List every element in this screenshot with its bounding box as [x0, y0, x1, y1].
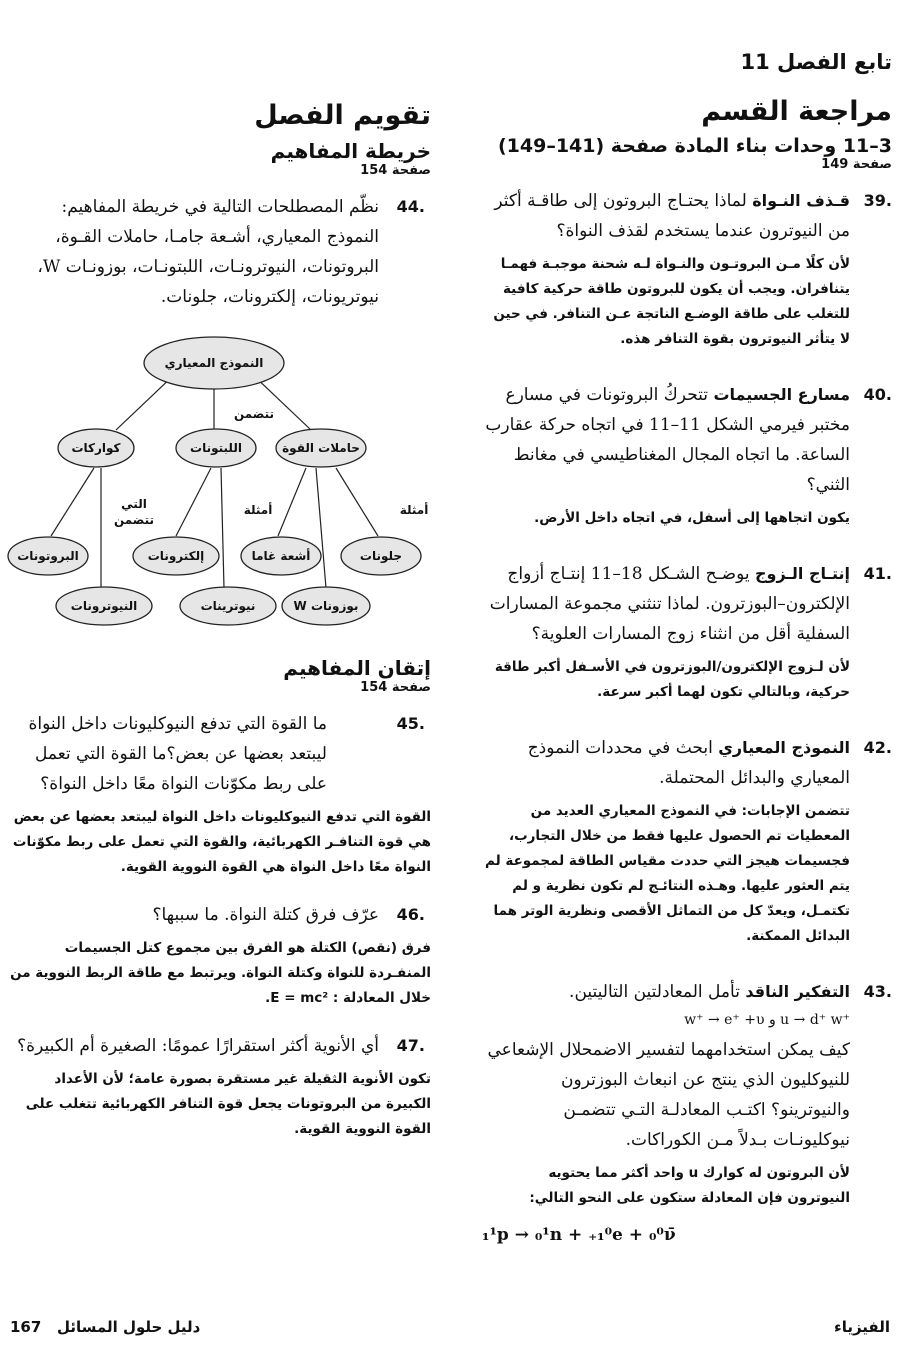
quark-equations: w⁺ → e⁺ +υ و u → d⁺ w⁺ [684, 1012, 850, 1028]
page-reference: صفحة 154 [360, 680, 431, 695]
node-force-carriers: حاملات القوة [282, 441, 360, 455]
answer-text: تتضمن الإجابات: في النموذج المعياري العديد من المعطيات تم الحصول عليها فقط من خلال التجارب، فجسيمات هيجز التي حددت مقياس الطاقة لمجموعة لم يتم العثور عليها. وهـذه النتائـج لم تكون نظرية و لم تكتمـل، ويعدّ كل من التماثل الأقصى ونظرية الوتر هما البدائل الممكنة. [485, 803, 850, 944]
question-body: تتحركُ البروتونات في مسارع مختبر فيرمي الشكل 11–11 في اتجاه حركة عقارب الساعة. ما اتجاه المجال المغناطيسي في مغانط الثني؟ [485, 385, 850, 495]
mastery-title: إتقان المفاهيم [283, 656, 431, 680]
node-neutrinos: نيوترينات [200, 599, 256, 613]
node-quarks: كواركات [71, 441, 121, 455]
chapter-assessment-title: تقويم الفصل [254, 100, 431, 131]
question-body: لماذا يحتـاج البروتون إلى طاقـة أكثر من النيوترون عندما يستخدم لقذف النواة؟ [494, 191, 850, 241]
decay-equation: ₁¹p → ₀¹n + ₊₁⁰e + ₀⁰ν̄ [482, 1225, 676, 1245]
question-keyword: مسارع الجسيمات [713, 385, 850, 404]
question-40 [482, 380, 892, 531]
right-column [482, 50, 892, 1245]
footer-subject: الفيزياء [834, 1318, 890, 1336]
answer-text: لأن كلًا مـن البروتـون والنـواة لـه شحنة موجبـة فهمـا يتنافران. ويجب أن يكون للبروتون طاقة حركية كافية للتغلب على طاقة الوضـع الناتجة عـن التنافر. في حين لا يتأثر النيوترون بقوة التنافر هذه. [493, 256, 850, 347]
page-number: 167 [10, 1318, 42, 1336]
footer-guide-label: دليل حلول المسائل [56, 1318, 201, 1336]
question-text [482, 186, 850, 246]
node-gamma-rays: أشعة غاما [251, 549, 311, 563]
question-number: .45 [396, 714, 425, 733]
question-number: .39 [863, 191, 892, 210]
question-text: نظّم المصطلحات التالية في خريطة المفاهيم: النموذج المعياري، أشـعة جامـا، حاملات القـوة، البروتونات، النيوترونـات، اللبتونـات، بوزونـات W، نيوتريونات، إلكترونات، جلونات. [37, 197, 379, 307]
question-41 [482, 559, 892, 705]
question-body: ابحث في محددات النموذج المعياري والبدائل المحتملة. [527, 738, 850, 788]
page-reference: صفحة 149 [821, 157, 892, 172]
section-review-title: مراجعة القسم [701, 96, 892, 127]
question-keyword: قـذف النـواة [752, 191, 850, 210]
question-keyword: التفكير الناقد [745, 982, 850, 1001]
question-number: .43 [863, 982, 892, 1001]
left-column [6, 100, 431, 1162]
answer-text: لأن البروتون له كوارك u واحد أكثر مما يحتويه النيوترون فإن المعادلة ستكون على النحو التالي: [529, 1165, 850, 1206]
question-text [482, 559, 850, 649]
node-leptons: اللبتونات [190, 441, 242, 455]
node-neutrons: النيوترونات [70, 599, 138, 613]
concept-map [6, 318, 431, 628]
question-46 [6, 900, 431, 1011]
link-includes: تتضمن [233, 407, 275, 421]
question-text: أي الأنوية أكثر استقرارًا عمومًا: الصغيرة أم الكبيرة؟ [17, 1036, 379, 1056]
question-text: ما القوة التي تدفع النيوكليونات داخل النواة ليبتعد بعضها عن بعض؟ما القوة التي تعمل على ربط مكوّنات النواة معًا داخل النواة؟ [28, 714, 327, 794]
node-gluons: جلونات [359, 549, 403, 563]
question-text [482, 380, 850, 500]
question-number: .42 [863, 738, 892, 757]
question-body: يوضـح الشـكل 18–11 إنتـاج أزواج الإلكترون–البوزترون. لماذا تنثني مجموعة المسارات السفلية أقل من انثناء زوج المسارات العلوية؟ [489, 564, 850, 644]
question-number: .40 [863, 385, 892, 404]
link-that-include: التي تتضمن [113, 497, 155, 527]
concept-map-title: خريطة المفاهيم [270, 139, 431, 163]
node-protons: البروتونات [17, 549, 79, 563]
question-39 [482, 186, 892, 352]
question-number: .47 [396, 1036, 425, 1055]
question-number: .44 [396, 197, 425, 216]
question-43 [482, 977, 892, 1245]
page-reference: صفحة 154 [360, 163, 431, 178]
question-keyword: إنتـاج الـزوج [755, 564, 850, 583]
node-standard-model: النموذج المعياري [164, 356, 264, 370]
question-body: تأمل المعادلتين التاليتين. [569, 982, 740, 1002]
question-body-continued: كيف يمكن استخدامهما لتفسير الاضمحلال الإشعاعي للنيوكليون الذي ينتج عن انبعاث البوزترون والنيوترينو؟ اكتـب المعادلـة التـي تتضمـن نيوكليونـات بـدلاً مـن الكوراكات. [487, 1040, 850, 1150]
footer-guide [10, 1318, 200, 1336]
question-keyword: النموذج المعياري [718, 738, 850, 757]
question-text [482, 733, 850, 793]
question-44 [6, 192, 431, 312]
link-examples-force: أمثلة [399, 503, 429, 517]
question-42 [482, 733, 892, 949]
answer-text: يكون اتجاهها إلى أسفل، في اتجاه داخل الأرض. [534, 510, 850, 526]
chapter-continued: تابع الفصل 11 [740, 50, 892, 74]
question-text [482, 977, 850, 1007]
node-w-bosons: بوزونات W [293, 599, 359, 613]
question-47 [6, 1031, 431, 1142]
node-electrons: إلكترونات [147, 549, 205, 563]
link-examples-leptons: أمثلة [243, 503, 273, 517]
answer-text: القوة التي تدفع النيوكليونات داخل النواة ليبتعد بعضها عن بعض هي قوة التنافـر الكهربائية، والقوة التي تعمل على ربط مكوّنات النواة معًا داخل النواة هي القوة النووية القوية. [12, 809, 431, 875]
subsection-title: 3–11 وحدات بناء المادة صفحة (141–149) [497, 135, 892, 157]
question-number: .46 [396, 905, 425, 924]
answer-text: لأن لـزوج الإلكترون/البوزترون في الأسـفل أكبر طاقة حركية، وبالتالي تكون لهما أكبر سرعة. [494, 659, 850, 700]
question-45 [6, 709, 431, 880]
answer-text: تكون الأنوية الثقيلة غير مستقرة بصورة عامة؛ لأن الأعداد الكبيرة من البروتونات يجعل قوة التنافر الكهربائية تتغلب على القوة النووية القوية. [25, 1071, 431, 1137]
answer-text: فرق (نقص) الكتلة هو الفرق بين مجموع كتل الجسيمات المنفـردة للنواة وكتلة النواة. ويرتبط مع طاقة الربط النووية من خلال المعادلة : E = mc². [10, 940, 431, 1006]
question-text: عرّف فرق كتلة النواة. ما سببها؟ [152, 905, 379, 925]
question-number: .41 [863, 564, 892, 583]
